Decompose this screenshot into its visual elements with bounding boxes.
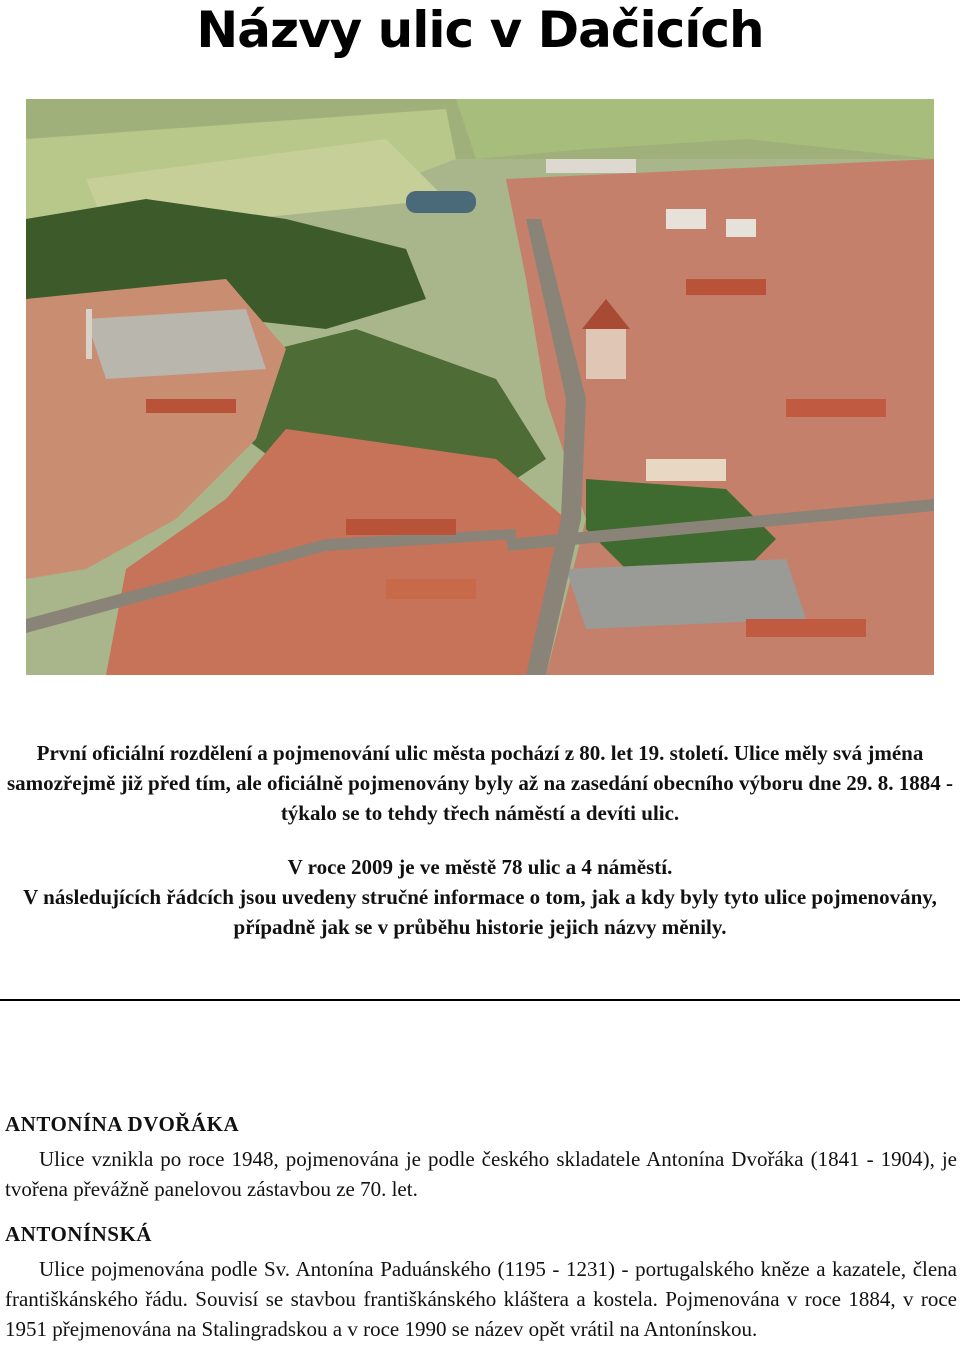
church (586, 329, 626, 379)
red-roof-row-1 (346, 519, 456, 535)
aerial-town-photo (26, 99, 934, 675)
intro-paragraph-2: V následujících řádcích jsou uvedeny stručné informace o tom, jak a kdy byly tyto ulice pojmenovány, případně jak se v průběhu historie jejich názvy měnily. (23, 885, 937, 939)
street-count-line: V roce 2009 je ve městě 78 ulic a 4 náměstí. (287, 855, 673, 879)
street-description-text: Ulice vznikla po roce 1948, pojmenována je podle českého skladatele Antonína Dvořáka (1841 - 1904), je tvořena převážně panelovou zástavbou ze 70. let. (5, 1147, 957, 1201)
street-description (5, 1254, 957, 1344)
intro-paragraph: První oficiální rozdělení a pojmenování ulic města pochází z 80. let 19. století. Ulice měly svá jména samozřejmě již před tím, ale oficiálně pojmenovány byly až na zasedání obecního výboru dne 29. 8. 1884 - týkalo se to tehdy třech náměstí a devíti ulic. (6, 741, 954, 825)
red-roof-row-6 (746, 619, 866, 637)
street-heading: ANTONÍNA DVOŘÁKA (5, 1112, 240, 1136)
red-roof-row-5 (146, 399, 236, 413)
street-description (5, 1144, 957, 1204)
street-description-text: Ulice pojmenována podle Sv. Antonína Paduánského (1195 - 1231) - portugalského kněze a kazatele, člena františkánského řádu. Souvisí se stavbou františkánského kláštera a kostela. Pojmenována v roce 1884, v roce 1951 přejmenována na Stalingradskou a v roce 1990 se název opět vrátil na Antonínskou. (5, 1257, 957, 1341)
apartment-block-3 (546, 159, 636, 173)
red-roof-row-3 (686, 279, 766, 295)
red-roof-row-2 (386, 579, 476, 599)
horizontal-divider (0, 999, 960, 1001)
pond (406, 191, 476, 213)
plaza (566, 559, 806, 629)
square-building (646, 459, 726, 481)
aerial-photo-illustration (26, 99, 934, 675)
apartment-block-2 (726, 219, 756, 237)
red-roof-row-4 (786, 399, 886, 417)
street-heading: ANTONÍNSKÁ (5, 1222, 152, 1246)
factory-block (86, 309, 266, 379)
apartment-block-1 (666, 209, 706, 229)
page-title: Názvy ulic v Dačicích (196, 1, 764, 59)
chimney (86, 309, 92, 359)
